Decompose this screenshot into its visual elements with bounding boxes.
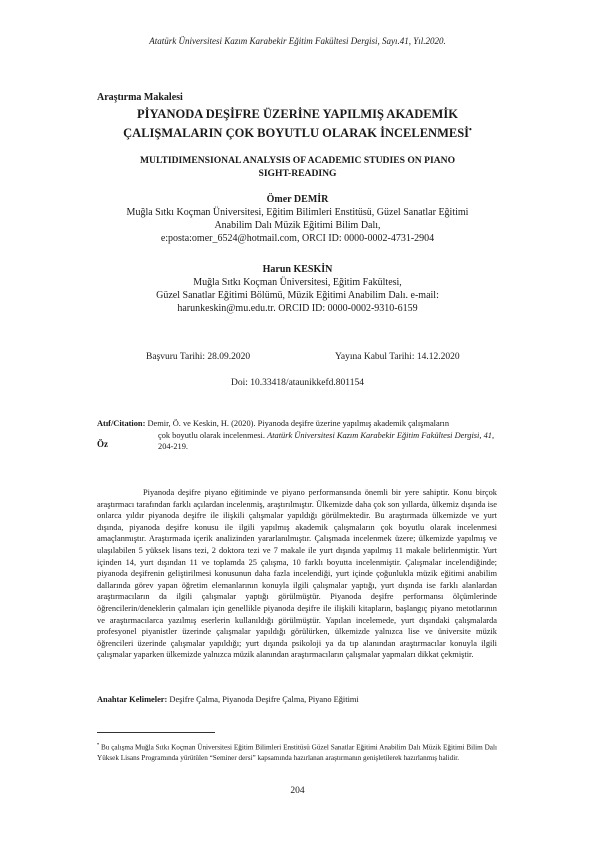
footnote	[97, 740, 497, 764]
citation-block	[97, 418, 497, 453]
title-tr-line-2-text: ÇALIŞMALARIN ÇOK BOYUTLU OLARAK İNCELENMESİ	[123, 126, 470, 141]
acceptance-date: Yayına Kabul Tarihi: 14.12.2020	[335, 352, 460, 362]
title-tr-line-2	[60, 122, 535, 141]
keywords-list: Deşifre Çalma, Piyanoda Deşifre Çalma, Piyano Eğitimi	[167, 695, 359, 704]
author-name: Harun KESKİN	[262, 264, 333, 275]
footnote-divider	[97, 732, 215, 733]
page-number: 204	[290, 786, 305, 796]
abstract-text: Piyanoda deşifre piyano eğitiminde ve piyano performansında önemli bir yere sahiptir. Konu birçok araştırmacı tarafından farklı açılardan incelenmiş, araştırılmıştır. Ülkemizde daha çok son yıllarda, ülkemiz dışında ise onlarca yıldır piyanoda deşifre ile ilişkili çalışmalar yapıldığı görülmektedir. Bu araştırmada ülkemizde ve yurt dışında, piyanoda deşifre konusu ile ilgili yapılmış akademik çalışmaların çok boyutlu olarak incelenmesi amaçlanmıştır. Araştırmada içerik analizinden yararlanılmıştır. Çalışmada incelenmek üzere; ülkemizde yapılmış ve ulaşılabilen 5 yüksek lisans tezi, 2 doktora tezi ve 7 makale ile yurt dışında yapılmış 11 makale belirlenmiştir. Yurt içinden 14, yurt dışından 11 ve toplamda 25 çalışma, 10 farklı boyutta incelenmiştir. Çalışmalar incelendiğinde; piyanoda deşifrenin geliştirilmesi konusunun daha fazla incelendiği, yurt içinde çoğunlukla müzik eğitimi anabilim dallarında görev yapan öğretim elemanlarının konuyla ilgili çalışmalar yaptığı, yurt dışında ise farklı alanlardan araştırmacıların da ilgili çalışmalar yaptığı görülmüştür. Piyanoda deşifre performansı ölçümlerinde öğrencilerin/deneklerin çalmaları için genellikle piyanoda deşifre ile ilişkili kitapların, başlangıç piyano metotlarının ve araştırmacılarca yazılmış eserlerin kullanıldığı görülmüştür. Yapılan incelemede, yurt dışındaki çalışmalarda profesyonel piyanistler üzerinde çalışmalar yapıldığı görülürken, ülkemizde yalnızca lise ve üniversite müzik öğrencileri üzerinde çalışmalar yapıldığı; yurt dışında psikoloji ya da tıp alanından araştırmacılar konuyla ilgili çalışmalar yaparken ülkemizde yalnızca müzik alanından araştırmacıların çalışmalar yapmaları dikkat çekmiştir.	[97, 488, 497, 660]
citation-journal: Atatürk Üniversitesi Kazım Karabekir Eğitim Fakültesi Dergisi, 41,	[267, 430, 495, 440]
keywords	[97, 695, 359, 704]
title-en-line-1: MULTIDIMENSIONAL ANALYSIS OF ACADEMIC STUDIES ON PIANO	[139, 155, 456, 166]
author-name: Ömer DEMİR	[266, 194, 329, 205]
doi: Doi: 10.33418/ataunikkefd.801154	[231, 378, 364, 388]
submission-date: Başvuru Tarihi: 28.09.2020	[146, 352, 251, 362]
citation-title-end: çok boyutlu olarak incelenmesi.	[158, 430, 268, 440]
title-footnote-mark: •	[469, 125, 472, 134]
citation-pages: 204-219.	[158, 442, 189, 451]
abstract-heading: Öz	[97, 439, 108, 449]
author-affiliation-line: Güzel Sanatlar Eğitimi Bölümü, Müzik Eğitimi Anabilim Dalı. e-mail:	[156, 290, 439, 301]
citation-line-1: Demir, Ö. ve Keskin, H. (2020). Piyanoda deşifre üzerine yapılmış akademik çalışmaların	[145, 419, 450, 428]
title-tr-line-1: PİYANODA DEŞİFRE ÜZERİNE YAPILMIŞ AKADEMİK	[137, 107, 458, 121]
author-affiliation-line: Muğla Sıtkı Koçman Üniversitesi, Eğitim Bilimleri Enstitüsü, Güzel Sanatlar Eğitimi	[126, 207, 469, 218]
author-block-1	[60, 193, 535, 245]
footnote-text: Bu çalışma Muğla Sıtkı Koçman Üniversitesi Eğitim Bilimleri Enstitüsü Güzel Sanatlar Eğitimi Anabilim Dalı Müzik Eğitimi Bilim Dalı Yüksek Lisans Programında yürütülen “Seminer dersi” kapsamında hazırlanan araştırmanın genişletilerek hazırlanmış halidir.	[97, 743, 497, 763]
author-affiliation-line: Anabilim Dalı Müzik Eğitimi Bilim Dalı,	[214, 220, 381, 231]
author-affiliation-line: Muğla Sıtkı Koçman Üniversitesi, Eğitim Fakültesi,	[193, 277, 402, 288]
title-en-line-2: SIGHT-READING	[258, 168, 337, 179]
author-block-2	[60, 263, 535, 315]
title-english	[60, 154, 535, 180]
keywords-label: Anahtar Kelimeler:	[97, 695, 168, 704]
footnote-mark: •	[97, 742, 100, 748]
journal-header: Atatürk Üniversitesi Kazım Karabekir Eğitim Fakültesi Dergisi, Sayı.41, Yıl.2020.	[149, 36, 446, 46]
title-turkish	[60, 106, 535, 141]
citation-label: Atıf/Citation:	[97, 419, 146, 428]
author-contact-line: e:posta:omer_6524@hotmail.com, ORCI ID: 0000-0002-4731-2904	[160, 233, 435, 244]
author-contact-line: harunkeskin@mu.edu.tr. ORCID ID: 0000-0002-9310-6159	[177, 303, 418, 314]
citation-continuation	[97, 430, 497, 453]
article-type: Araştırma Makalesi	[97, 92, 183, 103]
